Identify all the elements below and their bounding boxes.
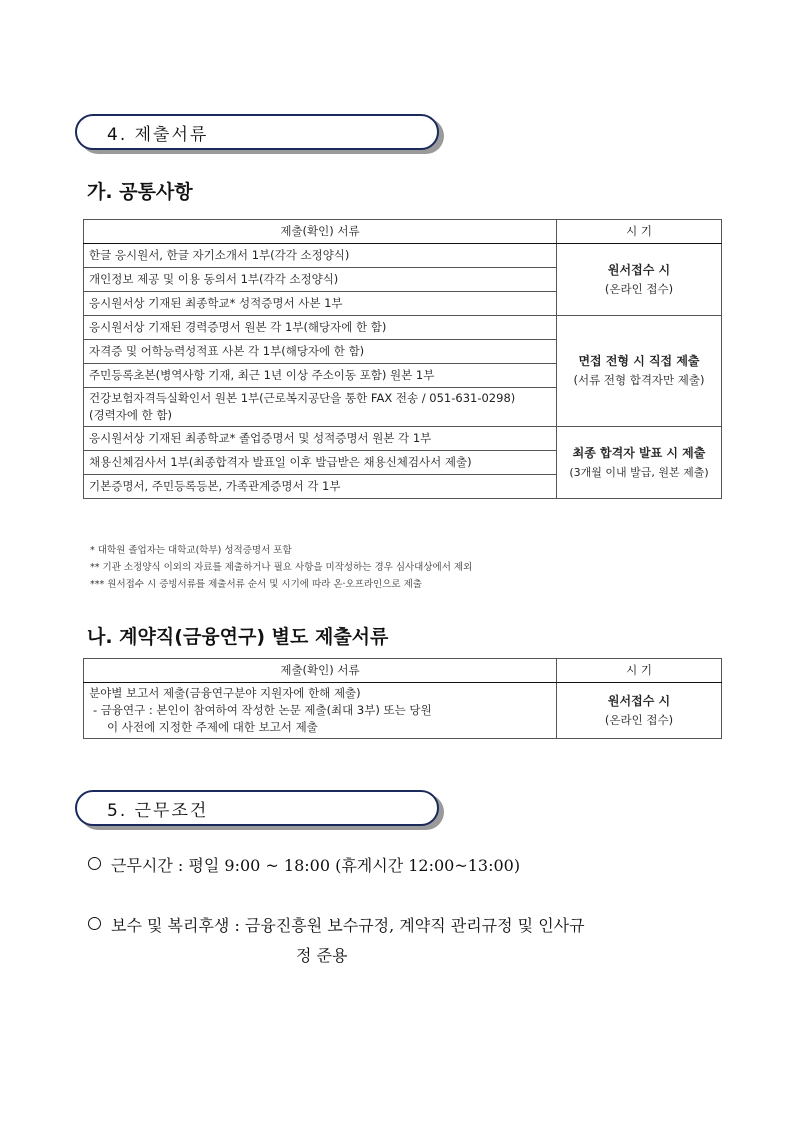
bullet-text: 정 준용 bbox=[296, 946, 348, 965]
timing-main: 원서접수 시 bbox=[607, 693, 671, 708]
document-cell: 한글 응시원서, 한글 자기소개서 1부(각각 소정양식) bbox=[84, 244, 557, 268]
common-documents-table bbox=[83, 219, 722, 499]
table-row bbox=[84, 427, 722, 451]
footnote: *** 원서접수 시 증빙서류를 제출서류 순서 및 시기에 따라 온·오프라인으로 제출 bbox=[90, 579, 422, 590]
document-cell bbox=[84, 683, 557, 739]
circle-bullet-icon bbox=[88, 857, 101, 870]
timing-cell bbox=[557, 316, 722, 427]
sub-heading-common: 가. 공통사항 bbox=[87, 181, 193, 203]
document-cell: 채용신체검사서 1부(최종합격자 발표일 이후 발급받은 채용신체검사서 제출) bbox=[84, 451, 557, 475]
document-cell: 기본증명서, 주민등록등본, 가족관계증명서 각 1부 bbox=[84, 475, 557, 499]
timing-sub: (3개월 이내 발급, 원본 제출) bbox=[569, 465, 709, 479]
document-cell: 자격증 및 어학능력성적표 사본 각 1부(해당자에 한 함) bbox=[84, 340, 557, 364]
document-line: 건강보험자격득실확인서 원본 1부(근로복지공단을 통한 FAX 전송 / 051-631-0298) bbox=[89, 391, 516, 405]
document-line: (경력자에 한 함) bbox=[89, 408, 172, 422]
column-header-timing: 시 기 bbox=[557, 659, 722, 683]
document-cell: 주민등록초본(병역사항 기재, 최근 1년 이상 주소이동 포함) 원본 1부 bbox=[84, 364, 557, 388]
timing-main: 최종 합격자 발표 시 제출 bbox=[572, 445, 706, 460]
timing-sub: (온라인 접수) bbox=[604, 712, 674, 727]
column-header-documents: 제출(확인) 서류 bbox=[84, 659, 557, 683]
footnote: * 대학원 졸업자는 대학교(학부) 성적증명서 포함 bbox=[90, 545, 292, 556]
footnote: ** 기관 소정양식 이외의 자료를 제출하거나 필요 사항을 미작성하는 경우 심사대상에서 제외 bbox=[90, 562, 473, 573]
contract-documents-table bbox=[83, 658, 722, 739]
timing-cell bbox=[557, 427, 722, 499]
timing-sub: (온라인 접수) bbox=[604, 281, 674, 296]
document-cell: 개인정보 제공 및 이용 동의서 1부(각각 소정양식) bbox=[84, 268, 557, 292]
table-row bbox=[84, 244, 722, 268]
document-line: 이 사전에 지정한 주제에 대한 보고서 제출 bbox=[107, 720, 318, 734]
document-cell: 응시원서상 기재된 경력증명서 원본 각 1부(해당자에 한 함) bbox=[84, 316, 557, 340]
section-4-title: 4. 제출서류 bbox=[75, 114, 439, 150]
footnotes bbox=[90, 542, 472, 593]
timing-sub: (서류 전형 합격자만 제출) bbox=[573, 373, 705, 387]
column-header-documents: 제출(확인) 서류 bbox=[84, 220, 557, 244]
bullet-compensation bbox=[88, 913, 585, 936]
sub-heading-contract: 나. 계약직(금융연구) 별도 제출서류 bbox=[87, 626, 389, 648]
bullet-text: 보수 및 복리후생 : 금융진흥원 보수규정, 계약직 관리규정 및 인사규 bbox=[111, 916, 585, 935]
document-line: - 금융연구 : 본인이 참여하여 작성한 논문 제출(최대 3부) 또는 당원 bbox=[93, 703, 432, 717]
section-5-title: 5. 근무조건 bbox=[75, 790, 439, 826]
document-cell bbox=[84, 388, 557, 427]
table-row bbox=[84, 683, 722, 739]
timing-cell bbox=[557, 683, 722, 739]
document-line: 분야별 보고서 제출(금융연구분야 지원자에 한해 제출) bbox=[89, 686, 361, 700]
bullet-working-hours bbox=[88, 853, 520, 876]
table-row bbox=[84, 316, 722, 340]
bullet-compensation-cont bbox=[296, 943, 347, 966]
column-header-timing: 시 기 bbox=[557, 220, 722, 244]
document-cell: 응시원서상 기재된 최종학교* 졸업증명서 및 성적증명서 원본 각 1부 bbox=[84, 427, 557, 451]
timing-cell bbox=[557, 244, 722, 316]
timing-main: 원서접수 시 bbox=[607, 262, 671, 277]
document-cell: 응시원서상 기재된 최종학교* 성적증명서 사본 1부 bbox=[84, 292, 557, 316]
circle-bullet-icon bbox=[88, 917, 101, 930]
bullet-text: 근무시간 : 평일 9:00 ~ 18:00 (휴게시간 12:00~13:00) bbox=[111, 856, 521, 875]
timing-main: 면접 전형 시 직접 제출 bbox=[578, 354, 700, 368]
